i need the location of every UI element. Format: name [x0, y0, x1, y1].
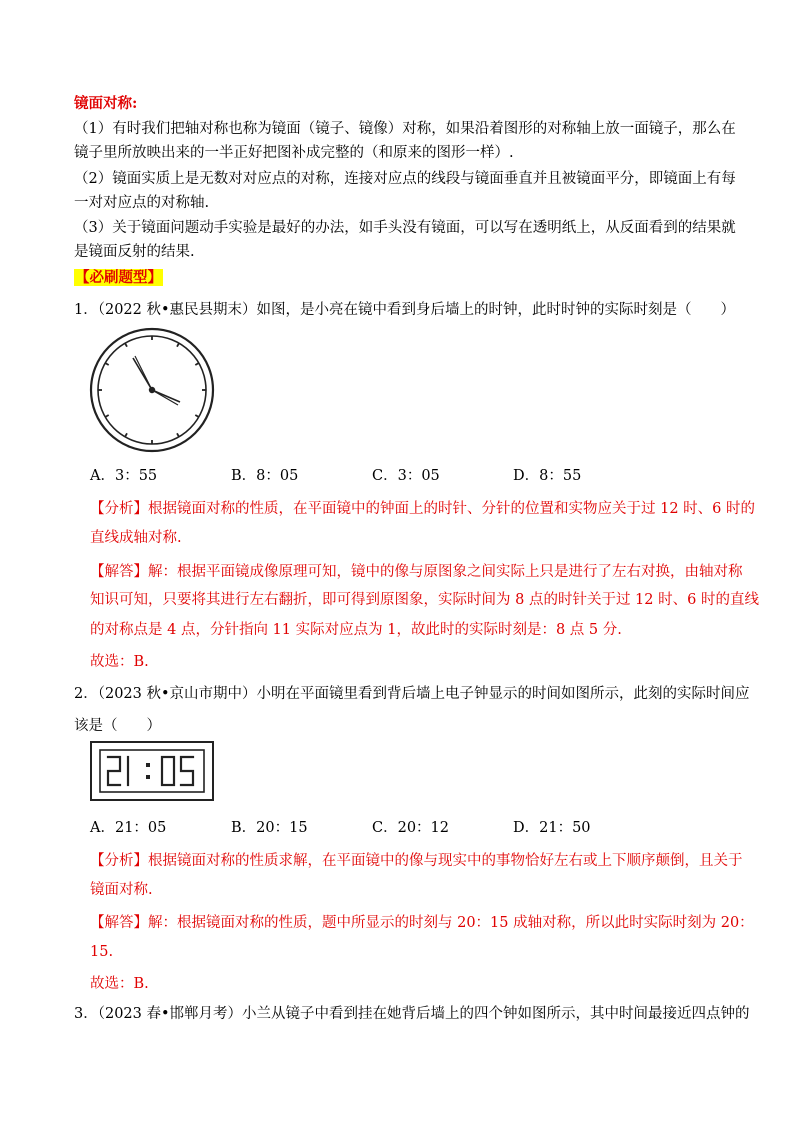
required-questions-badge: 【必刷题型】	[75, 269, 162, 286]
q2-option-d[interactable]: D．21：50	[513, 820, 591, 836]
q2-analysis-line-1: 【分析】根据镜面对称的性质求解，在平面镜中的像与现实中的事物恰好左右或上下顺序颠倒，且关于	[90, 853, 743, 869]
clock-tick	[195, 415, 198, 417]
q1-option-d[interactable]: D．8：55	[513, 468, 582, 484]
question-2-stem-line-1: 2．（2023 秋•京山市期中）小明在平面镜里看到背后墙上电子钟显示的时间如图所示，此刻的实际时间应	[74, 686, 750, 702]
q2-answer-line-2: 15.	[90, 944, 114, 960]
question-1-stem: 1．（2022 秋•惠民县期末）如图，是小亮在镜中看到身后墙上的时钟，此时时钟的实际时刻是（ ）	[74, 302, 736, 318]
q2-answer-line-1: 【解答】解：根据镜面对称的性质，题中所显示的时刻与 20：15 成轴对称，所以此时实际时刻为 20：	[90, 915, 754, 931]
mirrored-digital-clock-figure	[90, 741, 214, 801]
q2-option-a[interactable]: A．21：05	[90, 820, 167, 836]
point-3-line-2: 是镜面反射的结果.	[74, 244, 195, 260]
q2-option-b[interactable]: B．20：15	[231, 820, 308, 836]
mirrored-analog-clock-figure	[88, 326, 216, 454]
q1-analysis-line-2: 直线成轴对称.	[90, 530, 182, 546]
q1-answer-line-3: 的对称点是 4 点，分针指向 11 实际对应点为 1，故此时的实际时刻是：8 点 5 分.	[90, 622, 622, 638]
q2-analysis-line-2: 镜面对称.	[90, 882, 153, 898]
clock-tick	[105, 415, 108, 417]
q2-choice: 故选：B.	[90, 976, 149, 992]
q1-option-a[interactable]: A．3：55	[90, 468, 158, 484]
clock-tick	[105, 363, 108, 365]
point-1-line-2: 镜子里所放映出来的一半正好把图补成完整的（和原来的图形一样）.	[74, 145, 514, 161]
q1-choice: 故选：B.	[90, 654, 149, 670]
point-2-line-1: （2）镜面实质上是无数对对应点的对称，连接对应点的线段与镜面垂直并且被镜面平分，即镜面上有每	[74, 171, 736, 187]
section-title: 镜面对称:	[74, 95, 138, 112]
q2-option-c[interactable]: C．20：12	[372, 820, 449, 836]
q1-answer-line-2: 知识可知，只要将其进行左右翻折，即可得到原图象，实际时间为 8 点的时针关于过 12 时、6 时的直线	[90, 592, 759, 608]
point-1-line-1: （1）有时我们把轴对称也称为镜面（镜子、镜像）对称，如果沿着图形的对称轴上放一面镜子，那么在	[74, 121, 736, 137]
point-2-line-2: 一对对应点的对称轴.	[74, 195, 210, 211]
q1-analysis-line-1: 【分析】根据镜面对称的性质，在平面镜中的钟面上的时针、分针的位置和实物应关于过 12 时、6 时的	[90, 501, 755, 517]
clock-tick	[195, 363, 198, 365]
q1-answer-line-1: 【解答】解：根据平面镜成像原理可知，镜中的像与原图象之间实际上只是进行了左右对换，由轴对称	[90, 564, 743, 580]
clock-tick	[125, 343, 127, 346]
q1-option-c[interactable]: C．3：05	[372, 468, 440, 484]
clock-tick	[125, 433, 127, 436]
question-3-stem: 3．（2023 春•邯郸月考）小兰从镜子中看到挂在她背后墙上的四个钟如图所示，其中时间最接近四点钟的	[74, 1006, 750, 1022]
clock-tick	[177, 433, 179, 436]
point-3-line-1: （3）关于镜面问题动手实验是最好的办法，如手头没有镜面，可以写在透明纸上，从反面看到的结果就	[74, 220, 736, 236]
clock-tick	[177, 343, 179, 346]
q1-option-b[interactable]: B．8：05	[231, 468, 299, 484]
question-2-stem-line-2: 该是（ ）	[74, 718, 161, 734]
